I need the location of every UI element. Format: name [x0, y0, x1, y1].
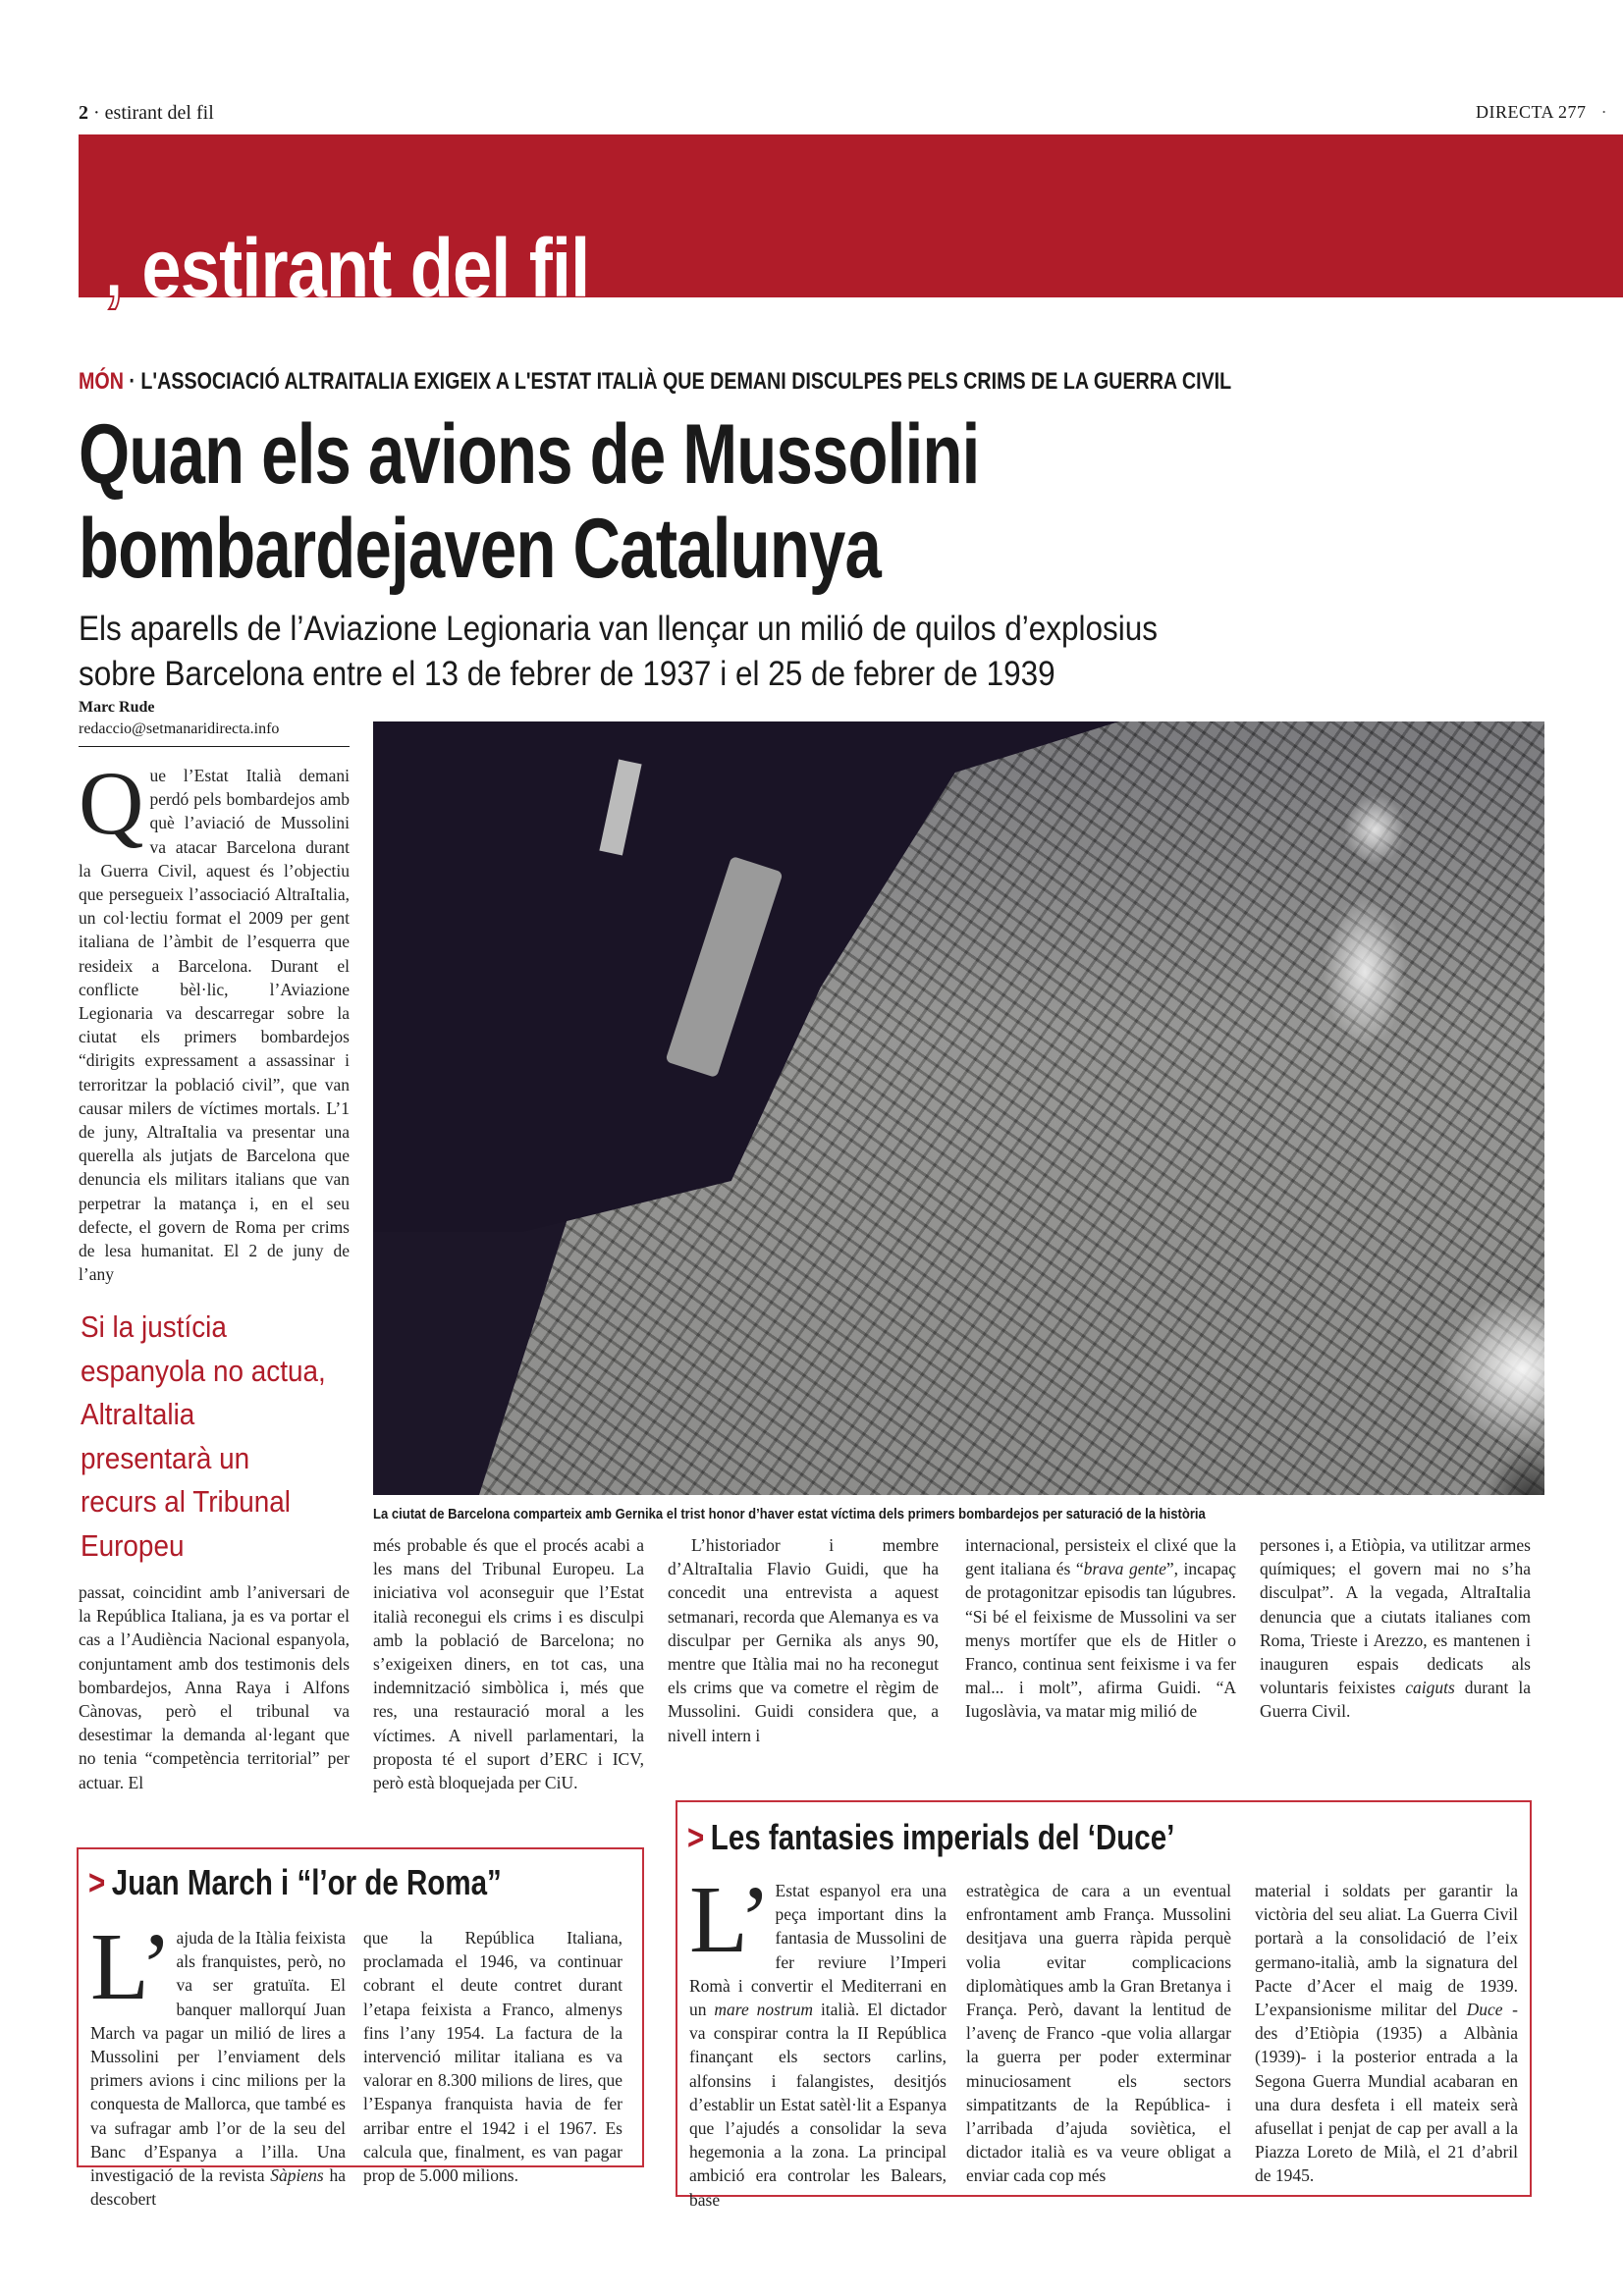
pull-quote: Si la justícia espanyola no actua, AltraItalia presentarà un recurs al Tribunal Europeu	[81, 1309, 326, 1563]
byline-email[interactable]: redaccio@setmanaridirecta.info	[79, 721, 280, 737]
drop-cap: Q	[79, 753, 144, 853]
byline-author: Marc Rude	[79, 699, 155, 716]
drop-cap: L’	[689, 1867, 772, 1973]
sidebar-box-juan-march	[77, 1847, 644, 2210]
article-paragraph: ue l’Estat Italià demani perdó pels bombardejos amb què l’aviació de Mussolini va atacar Barcelona durant la Guerra Civil, aquest és l’objectiu que persegueix l’associació AltraItalia, un col·lectiu format el 2009 per gent italiana de l’àmbit de l’esquerra que resideix a Barcelona. Durant el conflicte bèl·lic, l’Aviazione Legionaria va descarregar sobre la ciutat els primers bombardejos “dirigits expressament a assassinar i terroritzar la població civil”, que van causar milers de víctimes mortals. L’1 de juny, AltraItalia va presentar una querella als jutjats de Barcelona que denuncia els militars italians que van perpetrar la matança i, en el seu defecte, el govern de Roma per crims de lesa humanitat. El 2 de juny de l’any	[79, 766, 350, 1285]
italic-text: mare nostrum	[714, 2000, 814, 2020]
box-paragraph	[1255, 1879, 1518, 2188]
running-head-left	[79, 102, 214, 125]
article-paragraph: més probable és que el procés acabi a les mans del Tribunal Europeu. La iniciativa vol aconseguir que l’Estat italià reconegui els crims i es disculpi amb la població de Barcelona; no s’exigeixen diners, en tot cas, una indemnització simbòlica i, més que res, una restauració moral a les víctimes. A nivell parlamentari, la proposta té el suport d’ERC i ICV, però està bloquejada per CiU.	[373, 1535, 644, 1793]
kicker-separator: ·	[123, 368, 141, 395]
box-title-text: Les fantasies imperials del ‘Duce’	[710, 1817, 1175, 1857]
section-banner-title	[104, 222, 590, 314]
byline	[79, 697, 350, 747]
box-column-2	[966, 1879, 1231, 2188]
text-run: durant la Guerra Civil.	[1260, 1678, 1531, 1722]
section-banner	[79, 134, 1623, 314]
kicker-text: L'ASSOCIACIÓ ALTRAITALIA EXIGEIX A L'ESTAT ITALIÀ QUE DEMANI DISCULPES PELS CRIMS DE LA GUERRA CIVIL	[140, 368, 1232, 395]
text-run: persones i, a Etiòpia, va utilitzar armes químiques; el govern mai no s’ha disculpat”. A la vegada, AltraItalia denuncia que a ciutats italianes com Roma, Trieste i Arezzo, es mantenen i inauguren espais dedicats als voluntaris feixistes	[1260, 1535, 1531, 1698]
italic-text: brava gente	[1083, 1559, 1166, 1579]
text-run: ”, incapaç de protagonitzar episodis tan lúgubres. “Si bé el feixisme de Mussolini va ser menys mortífer que els de Hitler o Franco, continua sent feixisme i va fer mal... i molt”, afirma Guidi. “A Iugoslàvia, va matar mig milió de	[965, 1559, 1236, 1722]
box-paragraph: que la República Italiana, proclamada el 1946, va continuar cobrant el deute contret durant l’etapa feixista a Franco, almenys fins l’any 1954. La factura de la intervenció militar italiana es va valorar en 8.300 milions de lires, que l’Espanya franquista havia de fer arribar entre el 1942 i el 1967. Es calcula que, finalment, es van pagar prop de 5.000 milions.	[363, 1928, 622, 2186]
box-column-3	[1255, 1879, 1518, 2188]
text-run: material i soldats per garantir la victòria del seu aliat. La Guerra Civil portarà a la consolidació de l’eix germano-italià, amb la signatura del Pacte d’Acer el maig de 1939. L’expansionisme militar del	[1255, 1881, 1518, 2020]
article-column-1-bottom	[79, 1580, 350, 1794]
article-column-3	[668, 1533, 939, 1747]
kicker	[79, 368, 1231, 396]
page-number: 2	[79, 102, 88, 124]
box-paragraph: estratègica de cara a un eventual enfrontament amb França. Mussolini desitjava una guerra ràpida perquè volia evitar complicacions diplomàtiques amb la Gran Bretanya i França. Però, davant la lentitud de l’avenç de Franco -que volia allargar la guerra per poder exterminar minuciosament els sectors simpatitzants de la República- i l’arribada d’ajuda soviètica, el dictador italià es va veure obligat a enviar cada cop més	[966, 1881, 1231, 2186]
banner-title-text: estirant del fil	[141, 222, 590, 314]
drop-cap: L’	[90, 1914, 173, 2020]
running-head-section: estirant del fil	[104, 102, 214, 124]
photo-caption: La ciutat de Barcelona comparteix amb Gernika el trist honor d’haver estat víctima dels primers bombardejos per saturació de la història	[373, 1507, 1206, 1522]
italic-text: caiguts	[1405, 1678, 1455, 1698]
text-run: -des d’Etiòpia (1935) a Albània (1939)- i la posterior entrada a la Segona Guerra Mundial acabaran en una dura desfeta i ell mateix serà afusellat i penjat de cap per avall a la Piazza Loreto de Milà, el 21 d’abril de 1945.	[1255, 2000, 1518, 2186]
running-head-marker: ·	[1600, 102, 1608, 122]
text-run: italià. El dictador va conspirar contra la II República finançant els sectors carlins, alfonsins i falangistes, desitjós d’establir un Estat satèl·lit a Espanya que l’ajudés a consolidar la seva hegemonia a la zona. La principal ambició era controlar les Balears, base	[689, 2000, 947, 2210]
box-column-1	[689, 1867, 947, 2212]
box-title	[88, 1861, 502, 1904]
headline-line-2: bombardejaven Catalunya	[79, 502, 882, 596]
box-column-1	[90, 1914, 346, 2211]
chevron-right-icon: >	[88, 1862, 106, 1902]
subhead-line-2: sobre Barcelona entre el 13 de febrer de 1937 i el 25 de febrer de 1939	[79, 655, 1055, 693]
box-column-2	[363, 1926, 622, 2187]
text-run: ha descobert	[90, 2165, 346, 2210]
running-head-separator: ·	[93, 102, 100, 124]
sidebar-box-duce	[676, 1800, 1532, 2210]
banner-comma: ,	[104, 222, 124, 314]
box-title-text: Juan March i “l’or de Roma”	[111, 1862, 502, 1902]
publication-issue: DIRECTA 277	[1476, 102, 1587, 122]
article-paragraph: L’historiador i membre d’AltraItalia Flavio Guidi, que ha concedit una entrevista a aquest setmanari, recorda que Alemanya es va disculpar per Gernika als anys 90, mentre que Itàlia mai no ha reconegut els crims que va cometre el règim de Mussolini. Guidi considera que, a nivell intern i	[668, 1535, 939, 1745]
kicker-section: MÓN	[79, 368, 124, 395]
headline	[79, 407, 980, 596]
subheadline	[79, 607, 1158, 697]
article-paragraph: passat, coincidint amb l’aniversari de la República Italiana, ja es va portar el cas a l’Audiència Nacional espanyola, conjuntament amb dos testimonis dels bombardejos, Anna Raya i Alfons Cànovas, però el tribunal va desestimar la demanda al·legant que no tenia “competència territorial” per actuar. El	[79, 1582, 350, 1792]
aerial-bombing-photo	[373, 721, 1544, 1495]
box-title	[687, 1816, 1174, 1859]
article-column-5	[1260, 1533, 1531, 1724]
article-paragraph	[965, 1533, 1236, 1724]
article-paragraph	[1260, 1533, 1531, 1724]
headline-line-1: Quan els avions de Mussolini	[79, 407, 980, 502]
article-column-2	[373, 1533, 644, 1794]
article-column-1-top	[79, 753, 350, 1286]
italic-text: Sàpiens	[270, 2165, 324, 2186]
running-head-right	[1476, 102, 1607, 123]
subhead-line-1: Els aparells de l’Aviazione Legionaria van llençar un milió de quilos d’explosius	[79, 610, 1159, 648]
text-run: ajuda de la Itàlia feixista als franquistes, però, no va ser gratuïta. El banquer mallorquí Juan March va pagar un milió de lires a Mussolini per l’enviament dels primers avions i cinc milions per la conquesta de Mallorca, que també es va sufragar amb l’or de la seu del Banc d’Espanya a l’illa. Una investigació de la revista	[90, 1928, 346, 2186]
text-run: Estat espanyol era una peça important dins la fantasia de Mussolini de fer reviure l’Imperi Romà i convertir el Mediterrani en un	[689, 1881, 947, 2020]
text-run: internacional, persisteix el clixé que la gent italiana és “	[965, 1535, 1236, 1579]
italic-text: Duce	[1466, 2000, 1503, 2020]
article-column-4	[965, 1533, 1236, 1724]
chevron-right-icon: >	[687, 1817, 705, 1857]
